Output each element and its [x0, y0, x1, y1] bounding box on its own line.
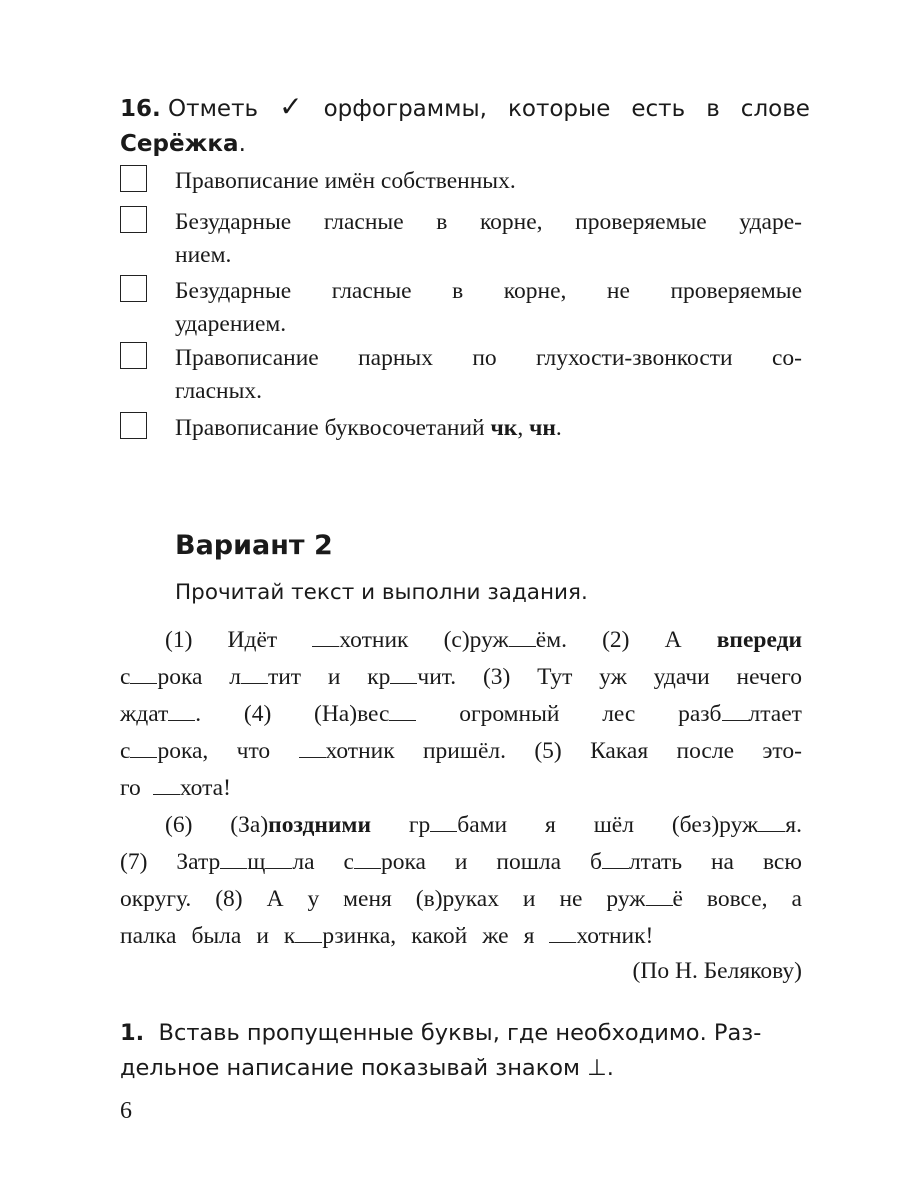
text-word: пришёл. [422, 738, 506, 764]
text-word: у [307, 886, 320, 912]
text-line [120, 659, 802, 696]
text-word: Затр щ ла [176, 849, 315, 875]
text-word: огромный [459, 701, 560, 727]
text-line [120, 770, 802, 807]
text-word: я [523, 923, 535, 949]
text-word: (7) [120, 849, 148, 875]
option-3-line-2: ударением. [175, 311, 287, 337]
text-line [120, 881, 802, 918]
text-line [120, 807, 802, 844]
missing-letter-blank[interactable] [509, 628, 536, 647]
text-word: удачи [653, 664, 710, 690]
text-word: палка [120, 923, 177, 949]
option-5-text [175, 412, 802, 445]
text-word: пошла [496, 849, 562, 875]
text-word: гр бами [408, 812, 508, 838]
task-1-line-1-text: Вставь пропущенные буквы, где необходимо. Раз- [158, 1020, 762, 1046]
text-word: Какая [590, 738, 649, 764]
instruction: Прочитай текст и выполни задания. [175, 580, 588, 605]
text-word: после [676, 738, 734, 764]
checkbox-2[interactable] [120, 206, 147, 233]
task-16-number: 16. [120, 96, 161, 122]
missing-letter-blank[interactable] [220, 850, 247, 869]
task-16-word-tail: . [238, 131, 246, 157]
text-word: округу. [120, 886, 192, 912]
option-4-text [175, 342, 802, 408]
missing-letter-blank[interactable] [130, 739, 157, 758]
missing-letter-blank[interactable] [265, 850, 292, 869]
missing-letter-blank[interactable] [299, 739, 326, 758]
text-word: (6) [165, 812, 193, 838]
option-4-line-2: гласных. [175, 378, 263, 404]
text-word: А [266, 886, 284, 912]
missing-letter-blank[interactable] [168, 702, 195, 721]
text-word: (2) [602, 627, 630, 653]
text-word: и [454, 849, 468, 875]
option-4-line-1: Правописание парных по глухости-звонкости со- [175, 345, 802, 371]
text-source: (По Н. Белякову) [632, 958, 802, 984]
task-1-line-2: дельное написание показывай знаком ⊥. [120, 1055, 614, 1081]
text-word: разб лтает [678, 701, 802, 727]
task-16-line-2 [120, 127, 810, 162]
page-number: 6 [120, 1098, 132, 1124]
option-5-sep: , [517, 415, 530, 441]
text-word: всю [762, 849, 802, 875]
missing-letter-blank[interactable] [312, 628, 339, 647]
text-line [120, 733, 802, 770]
option-3-line-1: Безударные гласные в корне, не проверяемые [175, 278, 802, 304]
text-word: руж ё [606, 886, 683, 912]
task-16-word-5: в [706, 96, 720, 122]
text-word: это- [762, 738, 802, 764]
text-word: (8) [215, 886, 243, 912]
text-word: (в)руках [415, 886, 499, 912]
text-line [120, 696, 802, 733]
missing-letter-blank[interactable] [354, 850, 381, 869]
checkbox-5[interactable] [120, 412, 147, 439]
text-word: (За)поздними [230, 812, 371, 838]
text-word: л тит [229, 664, 302, 690]
text-word: (без)руж я. [671, 812, 802, 838]
missing-letter-blank[interactable] [295, 924, 322, 943]
missing-letter-blank[interactable] [646, 887, 673, 906]
text-word: меня [343, 886, 392, 912]
task-16-word-4: есть [631, 96, 686, 122]
text-word: с рока [120, 664, 203, 690]
text-word: к рзинка, [283, 923, 397, 949]
text-word: какой [411, 923, 468, 949]
text-word: ждат . [120, 701, 202, 727]
missing-letter-blank[interactable] [602, 850, 629, 869]
text-word: что [236, 738, 271, 764]
text-word: (3) [482, 664, 511, 690]
task-16-word-2: орфограммы, [323, 96, 487, 122]
variant-heading: Вариант 2 [175, 530, 333, 561]
task-16-line-1 [120, 92, 810, 127]
task-16-number-and-verb: 16. Отметь [120, 96, 259, 122]
task-1-number: 1. [120, 1020, 145, 1046]
missing-letter-blank[interactable] [130, 665, 157, 684]
option-5-label: Правописание буквосочетаний [175, 415, 485, 441]
missing-letter-blank[interactable] [430, 813, 457, 832]
text-word: хота! [153, 770, 231, 807]
text-word: хотник! [549, 918, 653, 955]
text-word: Тут [537, 664, 573, 690]
missing-letter-blank[interactable] [722, 702, 749, 721]
text-word: (с)руж ём. [443, 627, 567, 653]
text-word: кр чит. [367, 664, 457, 690]
missing-letter-blank[interactable] [153, 776, 180, 795]
text-word: была [191, 923, 242, 949]
task-16-word: Серёжка [120, 131, 239, 157]
checkbox-3[interactable] [120, 275, 147, 302]
text-word: хотник [312, 622, 408, 659]
missing-letter-blank[interactable] [549, 924, 576, 943]
text-word: шёл [593, 812, 634, 838]
text-line [120, 844, 802, 881]
text-word: (5) [534, 738, 562, 764]
text-word: и [522, 886, 536, 912]
option-5-bold-1: чк [490, 415, 518, 441]
option-2-text [175, 206, 802, 272]
option-5-bold-2: чн [529, 415, 556, 441]
option-2-line-2: нием. [175, 242, 232, 268]
text-paragraph-2 [120, 807, 802, 955]
text-word: и [327, 664, 341, 690]
missing-letter-blank[interactable] [389, 702, 416, 721]
check-mark-icon: ✓ [279, 90, 303, 123]
text-word: го [120, 775, 141, 801]
text-word: я [545, 812, 556, 838]
text-paragraph-1 [120, 622, 802, 807]
text-word: с рока [343, 849, 426, 875]
task-16-word-6: слове [740, 96, 810, 122]
task-16-word-3: которые [508, 96, 611, 122]
text-word: на [710, 849, 734, 875]
option-2-line-1: Безударные гласные в корне, проверяемые ударе- [175, 209, 802, 235]
text-word: б лтать [589, 849, 683, 875]
text-word: (4) [243, 701, 272, 727]
option-3-text [175, 275, 802, 341]
text-word: а [791, 886, 802, 912]
text-line [120, 622, 802, 659]
text-line [120, 918, 802, 955]
missing-letter-blank[interactable] [241, 665, 268, 684]
task-1-line-1 [120, 1016, 804, 1051]
text-word: А [664, 627, 682, 653]
missing-letter-blank[interactable] [390, 665, 417, 684]
text-word: вовсе, [706, 886, 768, 912]
checkbox-4[interactable] [120, 342, 147, 369]
text-word: уж [599, 664, 627, 690]
text-word: лес [602, 701, 636, 727]
option-1-text: Правописание имён собственных. [175, 168, 516, 194]
option-5-tail: . [555, 415, 562, 441]
missing-letter-blank[interactable] [758, 813, 785, 832]
task-16-prompt [120, 92, 810, 162]
text-word: (1) [165, 627, 193, 653]
checkbox-1[interactable] [120, 165, 147, 192]
task-1-prompt [120, 1016, 804, 1086]
text-word: не [559, 886, 583, 912]
text-word: же [482, 923, 509, 949]
text-word: впереди [716, 627, 802, 653]
text-word: нечего [736, 664, 802, 690]
text-word: с рока, [120, 738, 209, 764]
text-word: хотник [299, 733, 395, 770]
text-word: (На)вес [314, 696, 416, 733]
text-word: Идёт [227, 627, 278, 653]
text-word: и [256, 923, 269, 949]
